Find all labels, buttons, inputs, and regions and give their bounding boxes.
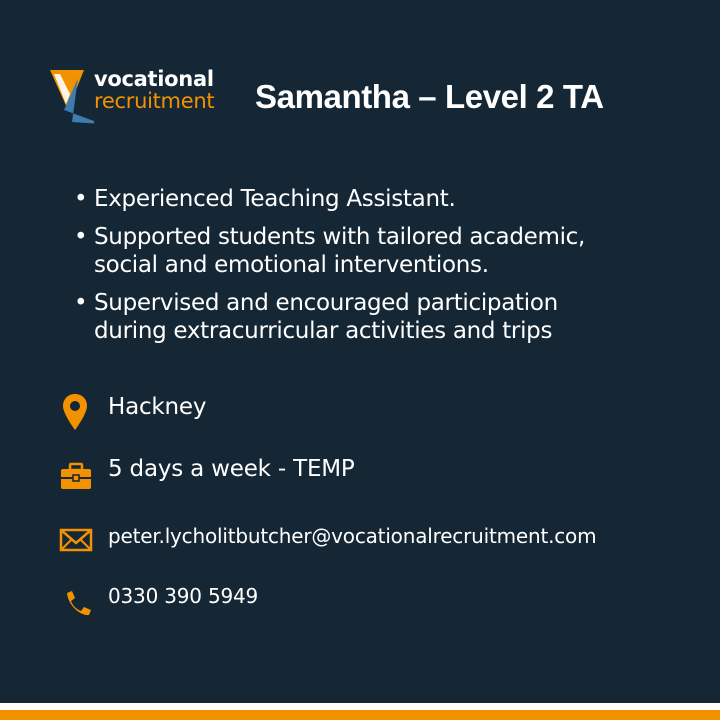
page-title: Samantha – Level 2 TA: [255, 78, 604, 115]
location-pin-icon: [58, 392, 94, 432]
company-logo: [50, 68, 230, 128]
logo-line-2: recruitment: [94, 89, 215, 113]
bullet-text: Supported students with tailored academic, social and emotional interventions.: [94, 224, 586, 278]
job-type-text: 5 days a week - TEMP: [108, 456, 355, 482]
bullet-item: [72, 223, 632, 279]
phone-icon: [58, 582, 94, 622]
footer-band-orange: [0, 710, 720, 720]
job-type-row: [58, 454, 698, 494]
logo-wordmark: [94, 68, 214, 112]
email-row: [58, 522, 698, 562]
bullet-list: [72, 185, 632, 355]
email-link[interactable]: peter.lycholitbutcher@vocationalrecruitment.com: [108, 524, 597, 548]
logo-line-1: vocational: [94, 67, 214, 91]
bullet-dot: •: [74, 224, 88, 250]
bullet-text: Experienced Teaching Assistant.: [94, 186, 456, 212]
briefcase-icon: [58, 454, 94, 494]
bullet-item: [72, 289, 632, 345]
bullet-text: Supervised and encouraged participation during extracurricular activities and trips: [94, 290, 558, 344]
footer-band-white: [0, 703, 720, 710]
location-text: Hackney: [108, 394, 207, 420]
location-row: [58, 392, 698, 432]
bullet-item: [72, 185, 632, 213]
bullet-dot: •: [74, 186, 88, 212]
envelope-icon: [58, 522, 94, 562]
bullet-dot: •: [74, 290, 88, 316]
phone-row: [58, 582, 698, 622]
phone-number[interactable]: 0330 390 5949: [108, 584, 259, 608]
logo-mark-icon: [50, 68, 94, 126]
